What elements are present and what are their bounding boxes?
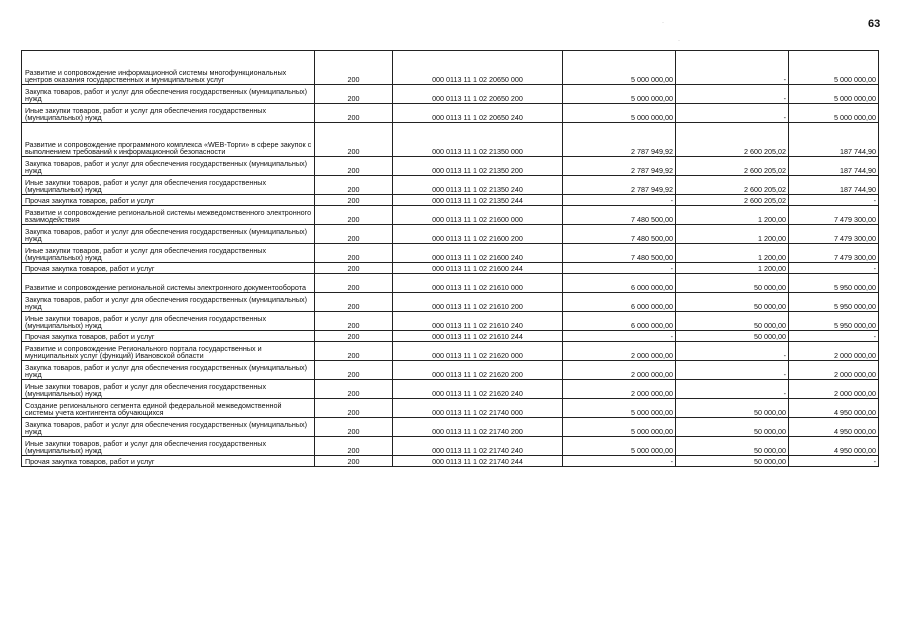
row-amount-3-cell: - (789, 456, 879, 467)
row-amount-3-cell: 187 744,90 (789, 176, 879, 195)
row-amount-1-cell: - (563, 263, 676, 274)
row-amount-2-cell: - (676, 342, 789, 361)
row-amount-2-cell: 2 600 205,02 (676, 123, 789, 157)
row-amount-2-cell: 50 000,00 (676, 312, 789, 331)
row-amount-1-cell: 5 000 000,00 (563, 437, 676, 456)
row-kbk-cell: 000 0113 11 1 02 20650 000 (393, 51, 563, 85)
row-name-cell: Развитие и сопровождение Регионального портала государственных и муниципальных услуг (функций) Ивановской области (22, 342, 315, 361)
table-row (22, 380, 879, 399)
row-amount-3-cell: 5 000 000,00 (789, 51, 879, 85)
row-amount-2-cell: 50 000,00 (676, 456, 789, 467)
row-amount-1-cell: - (563, 195, 676, 206)
row-amount-3-cell: 2 000 000,00 (789, 342, 879, 361)
row-code-cell: 200 (315, 293, 393, 312)
row-amount-2-cell: 2 600 205,02 (676, 157, 789, 176)
table-row (22, 206, 879, 225)
row-name-cell: Прочая закупка товаров, работ и услуг (22, 263, 315, 274)
row-code-cell: 200 (315, 456, 393, 467)
row-code-cell: 200 (315, 380, 393, 399)
row-amount-3-cell: - (789, 195, 879, 206)
row-amount-3-cell: - (789, 331, 879, 342)
row-name-cell: Иные закупки товаров, работ и услуг для обеспечения государственных (муниципальных) нужд (22, 176, 315, 195)
page-number: 63 (868, 18, 881, 30)
row-name-cell: Развитие и сопровождение региональной системы межведомственного электронного взаимодействия (22, 206, 315, 225)
row-amount-1-cell: - (563, 331, 676, 342)
row-code-cell: 200 (315, 399, 393, 418)
row-amount-3-cell: - (789, 263, 879, 274)
table-row (22, 456, 879, 467)
row-name-cell: Прочая закупка товаров, работ и услуг (22, 195, 315, 206)
row-amount-1-cell: 5 000 000,00 (563, 85, 676, 104)
row-kbk-cell: 000 0113 11 1 02 21610 000 (393, 274, 563, 293)
table-row (22, 85, 879, 104)
row-kbk-cell: 000 0113 11 1 02 21600 240 (393, 244, 563, 263)
row-amount-2-cell: 50 000,00 (676, 331, 789, 342)
row-code-cell: 200 (315, 51, 393, 85)
row-amount-2-cell: 50 000,00 (676, 293, 789, 312)
table-row (22, 244, 879, 263)
row-amount-1-cell: 5 000 000,00 (563, 399, 676, 418)
row-amount-1-cell: 6 000 000,00 (563, 274, 676, 293)
row-amount-2-cell: 50 000,00 (676, 399, 789, 418)
row-amount-2-cell: 2 600 205,02 (676, 195, 789, 206)
row-name-cell: Закупка товаров, работ и услуг для обеспечения государственных (муниципальных) нужд (22, 293, 315, 312)
row-amount-1-cell: 2 787 949,92 (563, 157, 676, 176)
row-name-cell: Прочая закупка товаров, работ и услуг (22, 331, 315, 342)
table-row (22, 331, 879, 342)
table-row (22, 176, 879, 195)
row-name-cell: Закупка товаров, работ и услуг для обеспечения государственных (муниципальных) нужд (22, 418, 315, 437)
table-row (22, 225, 879, 244)
row-name-cell: Закупка товаров, работ и услуг для обеспечения государственных (муниципальных) нужд (22, 85, 315, 104)
table-row (22, 437, 879, 456)
row-amount-3-cell: 2 000 000,00 (789, 361, 879, 380)
row-amount-3-cell: 7 479 300,00 (789, 206, 879, 225)
row-kbk-cell: 000 0113 11 1 02 21350 244 (393, 195, 563, 206)
row-amount-1-cell: 6 000 000,00 (563, 293, 676, 312)
budget-table (21, 50, 879, 467)
row-amount-3-cell: 4 950 000,00 (789, 418, 879, 437)
row-amount-2-cell: - (676, 104, 789, 123)
row-amount-3-cell: 4 950 000,00 (789, 399, 879, 418)
row-name-cell: Иные закупки товаров, работ и услуг для обеспечения государственных (муниципальных) нужд (22, 380, 315, 399)
row-name-cell: Прочая закупка товаров, работ и услуг (22, 456, 315, 467)
table-row (22, 399, 879, 418)
row-amount-1-cell: 5 000 000,00 (563, 418, 676, 437)
row-code-cell: 200 (315, 195, 393, 206)
row-name-cell: Развитие и сопровождение программного комплекса «WEB-Торги» в сфере закупок с выполнением требований к информационной безопасности (22, 123, 315, 157)
row-amount-1-cell: 7 480 500,00 (563, 225, 676, 244)
row-code-cell: 200 (315, 361, 393, 380)
row-amount-3-cell: 5 000 000,00 (789, 104, 879, 123)
row-name-cell: Создание регионального сегмента единой федеральной межведомственной системы учета контингента обучающихся (22, 399, 315, 418)
row-amount-1-cell: 7 480 500,00 (563, 206, 676, 225)
table-row (22, 104, 879, 123)
row-amount-3-cell: 5 950 000,00 (789, 293, 879, 312)
row-kbk-cell: 000 0113 11 1 02 20650 240 (393, 104, 563, 123)
row-kbk-cell: 000 0113 11 1 02 21620 000 (393, 342, 563, 361)
row-name-cell: Иные закупки товаров, работ и услуг для обеспечения государственных (муниципальных) нужд (22, 312, 315, 331)
row-amount-3-cell: 4 950 000,00 (789, 437, 879, 456)
row-code-cell: 200 (315, 85, 393, 104)
row-code-cell: 200 (315, 176, 393, 195)
row-code-cell: 200 (315, 263, 393, 274)
scan-artifact: · (678, 38, 680, 44)
row-name-cell: Развитие и сопровождение региональной системы электронного документооборота (22, 274, 315, 293)
table-row (22, 274, 879, 293)
row-amount-1-cell: 2 787 949,92 (563, 176, 676, 195)
row-amount-2-cell: - (676, 380, 789, 399)
row-amount-2-cell: 1 200,00 (676, 206, 789, 225)
row-kbk-cell: 000 0113 11 1 02 20650 200 (393, 85, 563, 104)
row-kbk-cell: 000 0113 11 1 02 21600 000 (393, 206, 563, 225)
row-amount-1-cell: - (563, 456, 676, 467)
row-amount-1-cell: 7 480 500,00 (563, 244, 676, 263)
row-name-cell: Закупка товаров, работ и услуг для обеспечения государственных (муниципальных) нужд (22, 225, 315, 244)
row-name-cell: Развитие и сопровождение информационной системы многофункциональных центров оказания государственных и муниципальных услуг (22, 51, 315, 85)
row-kbk-cell: 000 0113 11 1 02 21350 200 (393, 157, 563, 176)
table-row (22, 263, 879, 274)
row-code-cell: 200 (315, 157, 393, 176)
row-amount-2-cell: 50 000,00 (676, 437, 789, 456)
row-amount-2-cell: - (676, 51, 789, 85)
row-kbk-cell: 000 0113 11 1 02 21740 000 (393, 399, 563, 418)
row-amount-1-cell: 2 000 000,00 (563, 361, 676, 380)
table-row (22, 342, 879, 361)
row-name-cell: Закупка товаров, работ и услуг для обеспечения государственных (муниципальных) нужд (22, 361, 315, 380)
row-amount-2-cell: 1 200,00 (676, 244, 789, 263)
row-code-cell: 200 (315, 437, 393, 456)
row-amount-2-cell: 1 200,00 (676, 225, 789, 244)
row-amount-1-cell: 2 000 000,00 (563, 380, 676, 399)
row-amount-2-cell: - (676, 85, 789, 104)
row-kbk-cell: 000 0113 11 1 02 21740 244 (393, 456, 563, 467)
table-row (22, 418, 879, 437)
table-row (22, 312, 879, 331)
scan-artifact: · (662, 20, 664, 26)
row-kbk-cell: 000 0113 11 1 02 21600 200 (393, 225, 563, 244)
row-amount-2-cell: 50 000,00 (676, 274, 789, 293)
row-amount-1-cell: 5 000 000,00 (563, 51, 676, 85)
row-code-cell: 200 (315, 274, 393, 293)
row-amount-3-cell: 187 744,90 (789, 123, 879, 157)
row-kbk-cell: 000 0113 11 1 02 21740 200 (393, 418, 563, 437)
row-kbk-cell: 000 0113 11 1 02 21350 000 (393, 123, 563, 157)
table-row (22, 293, 879, 312)
row-kbk-cell: 000 0113 11 1 02 21600 244 (393, 263, 563, 274)
row-amount-2-cell: 50 000,00 (676, 418, 789, 437)
row-amount-1-cell: 2 000 000,00 (563, 342, 676, 361)
row-kbk-cell: 000 0113 11 1 02 21740 240 (393, 437, 563, 456)
table-row (22, 51, 879, 85)
row-amount-2-cell: 2 600 205,02 (676, 176, 789, 195)
row-amount-3-cell: 5 950 000,00 (789, 274, 879, 293)
row-amount-3-cell: 7 479 300,00 (789, 225, 879, 244)
row-name-cell: Иные закупки товаров, работ и услуг для обеспечения государственных (муниципальных) нужд (22, 244, 315, 263)
row-code-cell: 200 (315, 206, 393, 225)
row-code-cell: 200 (315, 123, 393, 157)
row-name-cell: Закупка товаров, работ и услуг для обеспечения государственных (муниципальных) нужд (22, 157, 315, 176)
row-amount-3-cell: 187 744,90 (789, 157, 879, 176)
row-amount-3-cell: 7 479 300,00 (789, 244, 879, 263)
row-kbk-cell: 000 0113 11 1 02 21610 240 (393, 312, 563, 331)
row-amount-2-cell: - (676, 361, 789, 380)
row-kbk-cell: 000 0113 11 1 02 21350 240 (393, 176, 563, 195)
table-row (22, 361, 879, 380)
table-row (22, 157, 879, 176)
row-amount-1-cell: 5 000 000,00 (563, 104, 676, 123)
row-amount-1-cell: 2 787 949,92 (563, 123, 676, 157)
row-name-cell: Иные закупки товаров, работ и услуг для обеспечения государственных (муниципальных) нужд (22, 437, 315, 456)
row-code-cell: 200 (315, 244, 393, 263)
row-kbk-cell: 000 0113 11 1 02 21620 200 (393, 361, 563, 380)
row-code-cell: 200 (315, 418, 393, 437)
row-amount-3-cell: 2 000 000,00 (789, 380, 879, 399)
row-kbk-cell: 000 0113 11 1 02 21610 200 (393, 293, 563, 312)
row-amount-2-cell: 1 200,00 (676, 263, 789, 274)
row-amount-3-cell: 5 000 000,00 (789, 85, 879, 104)
row-code-cell: 200 (315, 331, 393, 342)
row-code-cell: 200 (315, 342, 393, 361)
row-amount-1-cell: 6 000 000,00 (563, 312, 676, 331)
row-amount-3-cell: 5 950 000,00 (789, 312, 879, 331)
table-row (22, 195, 879, 206)
table-row (22, 123, 879, 157)
row-kbk-cell: 000 0113 11 1 02 21620 240 (393, 380, 563, 399)
row-code-cell: 200 (315, 104, 393, 123)
row-kbk-cell: 000 0113 11 1 02 21610 244 (393, 331, 563, 342)
table-body (22, 51, 879, 467)
row-code-cell: 200 (315, 312, 393, 331)
row-name-cell: Иные закупки товаров, работ и услуг для обеспечения государственных (муниципальных) нужд (22, 104, 315, 123)
row-code-cell: 200 (315, 225, 393, 244)
